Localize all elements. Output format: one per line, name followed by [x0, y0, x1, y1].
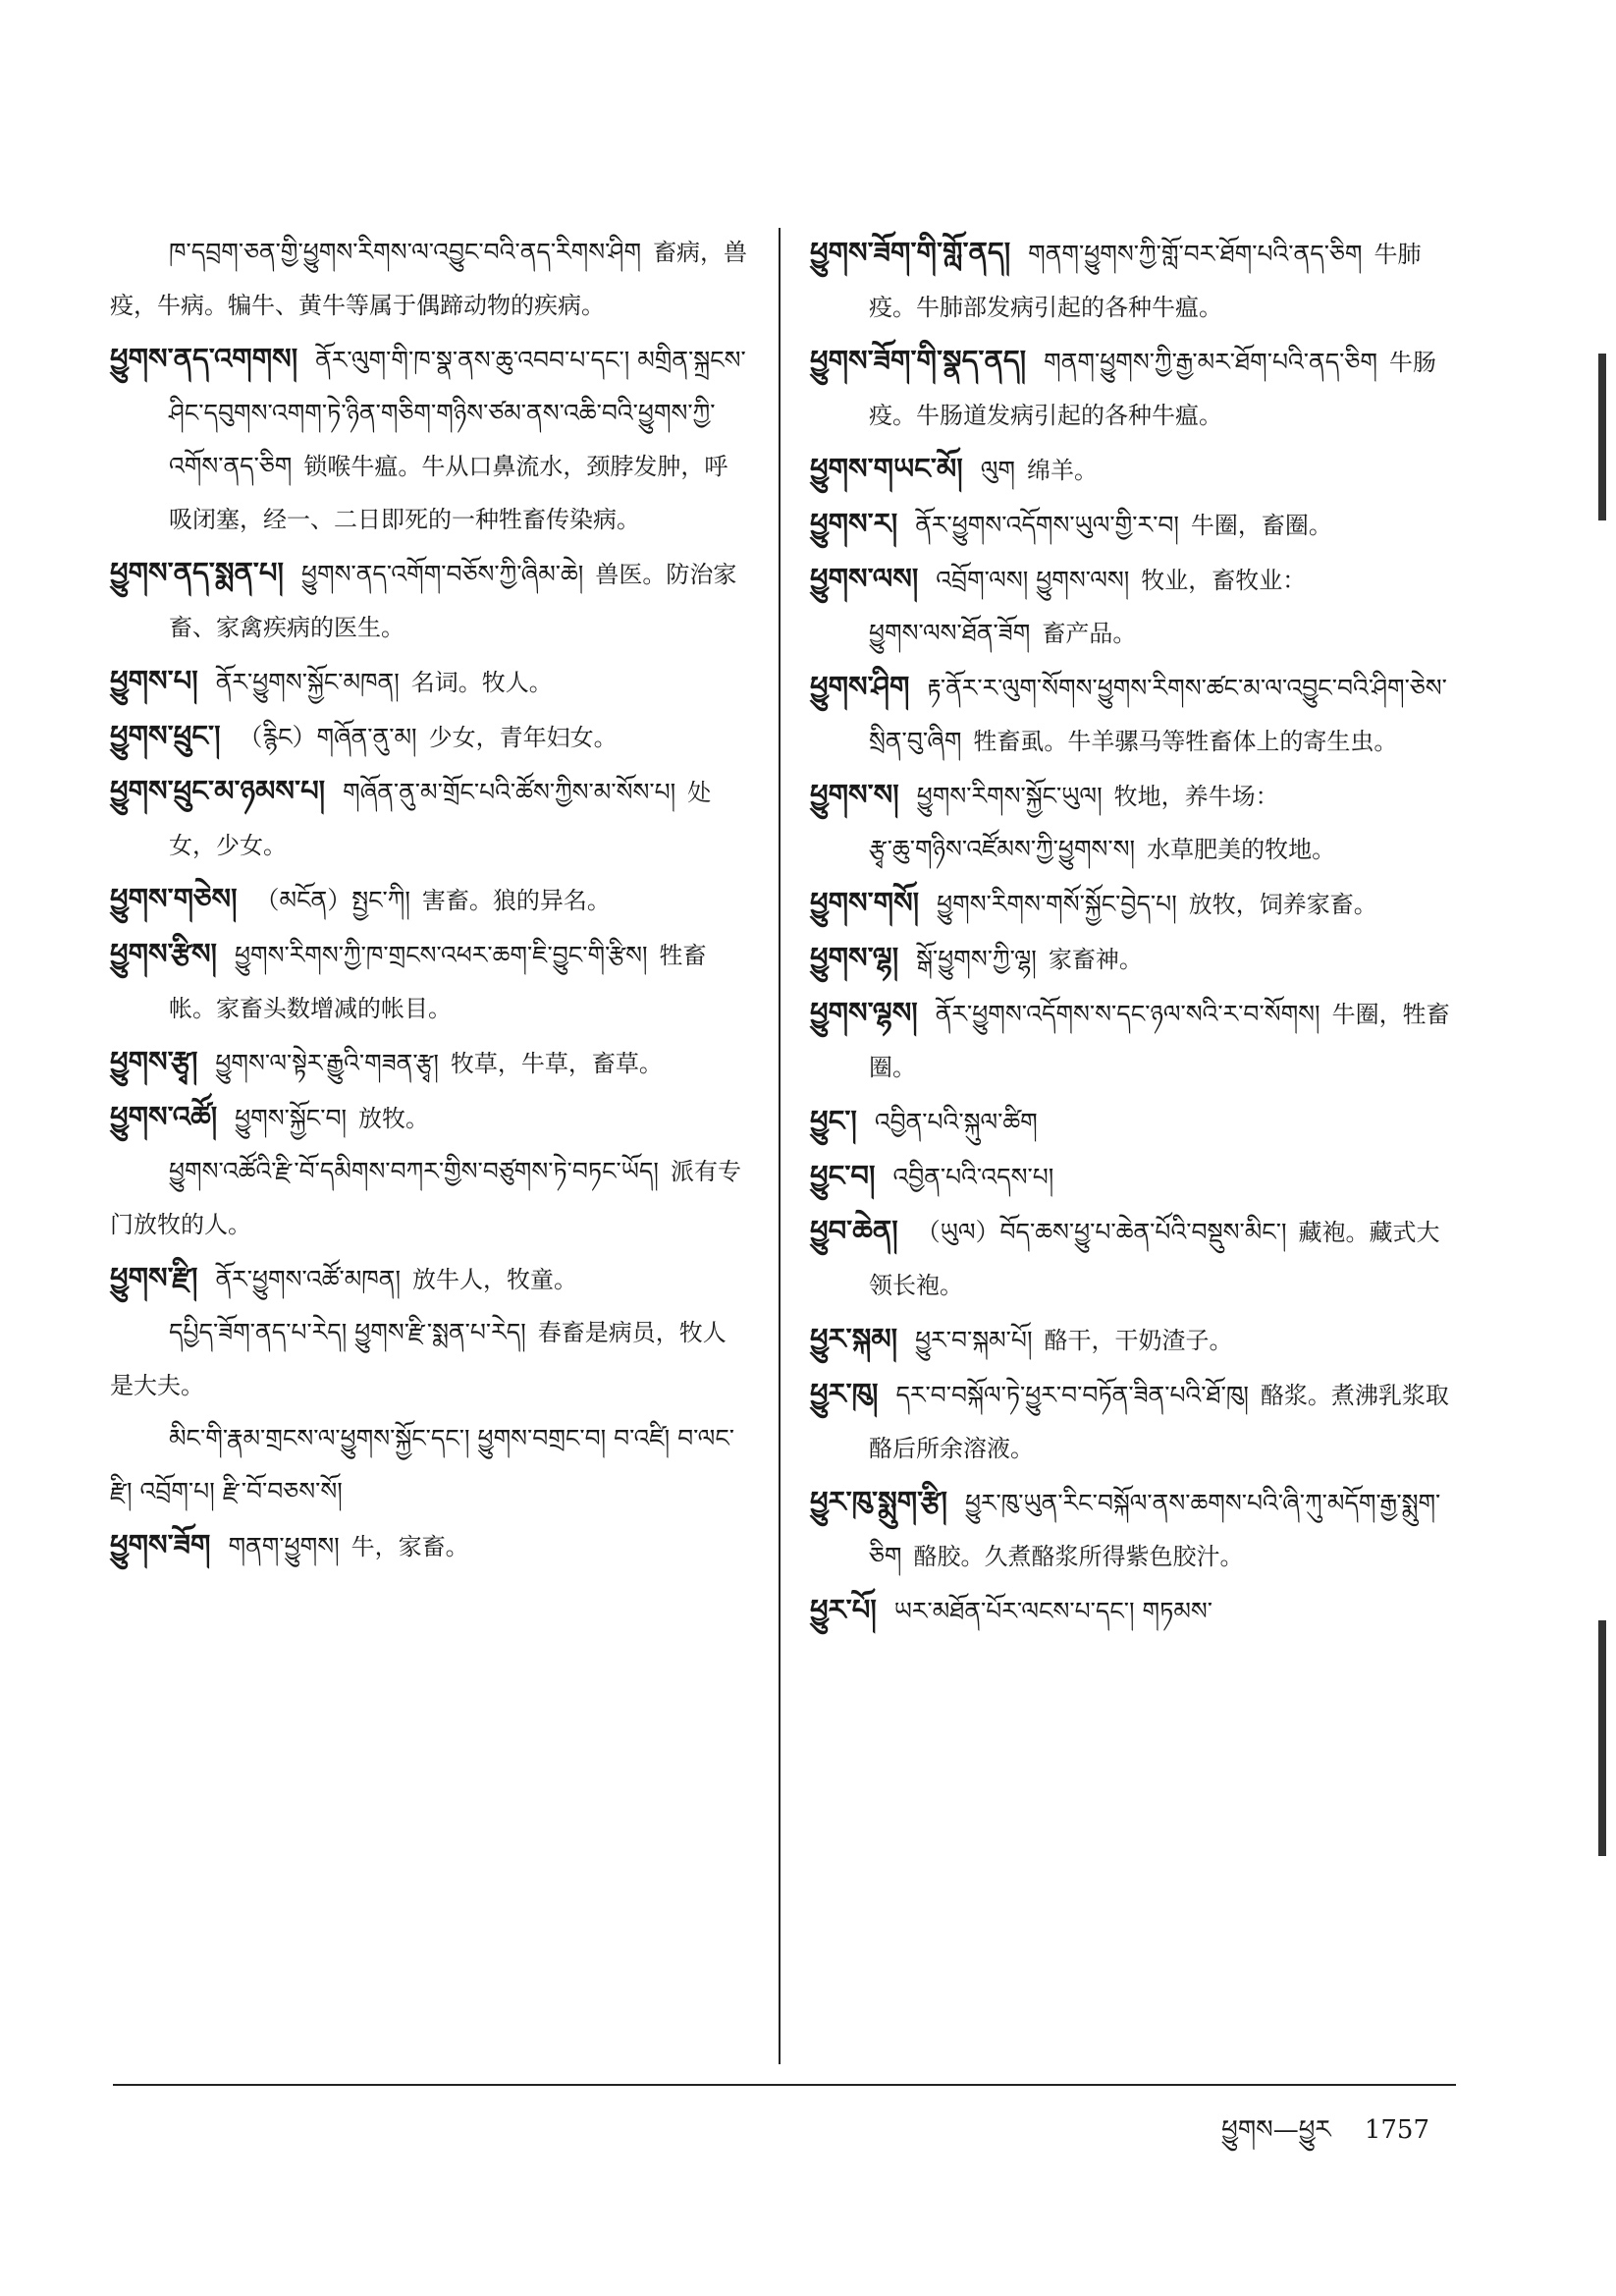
entry-headword: ཕྱུང་། — [810, 1104, 857, 1137]
entry-headword: ཕྱུང་བ། — [810, 1159, 876, 1192]
entry-tibetan-definition: （རྙིང）གཞོན་ནུ་མ། — [238, 723, 417, 751]
dictionary-entry — [110, 654, 748, 709]
entry-tibetan-definition: འབྱིན་པའི་འདས་པ། — [892, 1163, 1054, 1191]
entry-headword: ཕྱུར་ཁུ། — [810, 1377, 879, 1410]
dictionary-entry — [810, 1149, 1458, 1204]
column-divider — [779, 228, 781, 2064]
dictionary-entry — [810, 986, 1458, 1094]
entry-tibetan-definition: ཡར་མཐོན་པོར་ལངས་པ་དང་། གཏམས་ — [893, 1597, 1213, 1625]
entry-chinese-definition: 牛，家畜。 — [350, 1533, 469, 1560]
dictionary-entry — [810, 931, 1458, 986]
entry-tibetan-definition: ལུག — [980, 456, 1015, 484]
entry-tibetan-definition: གནག་ཕྱུགས་ཀྱི་གློ་བར་ཐོག་པའི་ནད་ཅིག — [1028, 240, 1363, 268]
dictionary-entry — [110, 226, 748, 332]
entry-chinese-definition: 酪干，干奶渣子。 — [1044, 1327, 1233, 1354]
entry-chinese-definition: 处女，少女。 — [169, 779, 712, 859]
entry-range: ཕྱུགས—ཕྱུར — [1221, 2115, 1331, 2145]
entry-chinese-definition: 放牧。 — [358, 1105, 430, 1132]
entry-tibetan-definition: ཕྱུར་ཁུ་ཡུན་རིང་བསྐོལ་ནས་ཆགས་པའི་ཞི་ཀུ་མདོག་རྒྱ་སྨུག་ཅིག — [869, 1489, 1441, 1570]
entry-headword: ཕྱུགས་ཟོག་གི་གློ་ནད། — [810, 236, 1011, 269]
entry-headword: ཕྱུགས་རྩྭ། — [110, 1045, 198, 1078]
entry-tibetan-definition: ནོར་ལུག་གི་ཁ་སྣ་ནས་ཆུ་འབབ་པ་དང་། མགྲིན་སྐྲངས་ཤིང་དབུགས་འགག་ཏེ་ཉིན་གཅིག་གཉིས་ཙམ་ནས་འཆི་བའི་ཕྱུགས་ཀྱི་འགོས་ནད་ཅིག — [169, 346, 746, 480]
entry-chinese-definition: 派有专门放牧的人。 — [110, 1158, 741, 1238]
edge-scan-mark — [1598, 1620, 1606, 1856]
entry-chinese-definition: 少女，青年妇女。 — [428, 724, 618, 751]
entry-chinese-definition: 牲畜帐。家畜头数增减的帐目。 — [169, 942, 707, 1022]
entry-headword: ཕྱུགས་ཤིག — [810, 670, 910, 703]
dictionary-entry — [810, 1204, 1458, 1312]
entry-chinese-definition: 绵羊。 — [1027, 457, 1098, 484]
entry-headword: ཕྱུགས་འཚོ། — [110, 1100, 218, 1133]
left-column — [110, 226, 748, 1573]
entry-headword: ཕྱུགས་གསོ། — [810, 886, 920, 919]
dictionary-entry — [110, 1145, 748, 1251]
entry-tibetan-definition: ཁ་དབྲག་ཅན་གྱི་ཕྱུགས་རིགས་ལ་འབྱུང་བའི་ནད་རིགས་ཤིག — [169, 238, 642, 266]
entry-tibetan-definition: ཕྱུགས་རིགས་སྐྱོང་ཡུལ། — [916, 782, 1103, 810]
entry-tibetan-definition: ནོར་ཕྱུགས་འཚོ་མཁན། — [215, 1265, 402, 1293]
entry-chinese-definition: 牲畜虱。牛羊骡马等牲畜体上的寄生虫。 — [973, 728, 1398, 755]
entry-chinese-definition: 牧地，养牛场： — [1113, 783, 1279, 810]
dictionary-entry — [810, 876, 1458, 931]
entry-tibetan-definition: རྩྭ་ཆུ་གཉིས་འཛོམས་ཀྱི་ཕྱུགས་ས། — [869, 835, 1136, 863]
entry-tibetan-definition: འབྲོག་ལས། ཕྱུགས་ལས། — [936, 566, 1130, 594]
edge-scan-mark — [1598, 354, 1606, 520]
entry-headword: ཕྱུགས་ཕྲུང་། — [110, 719, 221, 752]
dictionary-entry — [110, 546, 748, 654]
entry-headword: ཕྱུགས་ཟོག — [110, 1528, 211, 1561]
entry-chinese-definition: 藏袍。藏式大领长袍。 — [869, 1219, 1440, 1299]
dictionary-entry — [810, 334, 1458, 442]
entry-tibetan-definition: འབྱིན་པའི་སྐུལ་ཚིག — [874, 1108, 1038, 1136]
entry-tibetan-definition: དར་བ་བསྐོལ་ཏེ་ཕྱུར་བ་བཏོན་ཟིན་པའི་ཐོ་ཁུ། — [895, 1381, 1249, 1409]
entry-chinese-definition: 放牛人，牧童。 — [412, 1266, 578, 1293]
entry-chinese-definition: 牧草，牛草，畜草。 — [450, 1050, 663, 1077]
entry-chinese-definition: 畜产品。 — [1042, 620, 1137, 647]
entry-headword: ཕྱུགས་ནད་སྨན་པ། — [110, 556, 284, 589]
entry-headword: ཕྱུགས་ཟོག་གི་སྣད་ནད། — [810, 344, 1027, 377]
entry-chinese-definition: 畜病，兽疫，牛病。犏牛、黄牛等属于偶蹄动物的疾病。 — [110, 239, 748, 319]
entry-tibetan-definition: ཕྱུགས་ལས་ཐོན་ཟོག — [869, 619, 1031, 647]
dictionary-entry — [110, 1518, 748, 1573]
entry-headword: ཕྱུར་ཁུ་སྨུག་རྩི། — [810, 1485, 947, 1518]
entry-tibetan-definition: ཕྱུགས་རིགས་གསོ་སྐྱོང་བྱེད་པ། — [937, 890, 1177, 918]
entry-tibetan-definition: གཞོན་ནུ་མ་གྲོང་པའི་ཚོས་ཀྱིས་མ་སོས་པ། — [343, 778, 676, 806]
entry-chinese-definition: 酪浆。煮沸乳浆取酪后所余溶液。 — [869, 1382, 1449, 1462]
entry-tibetan-definition: ཕྱུགས་ནད་འགོག་བཅོས་ཀྱི་ཞིམ་ཆེ། — [300, 560, 584, 588]
entry-chinese-definition: 锁喉牛瘟。牛从口鼻流水，颈脖发肿，呼吸闭塞，经一、二日即死的一种牲畜传染病。 — [169, 453, 728, 533]
entry-chinese-definition: 酪胶。久煮酪浆所得紫色胶汁。 — [913, 1543, 1244, 1570]
entry-tibetan-definition: ནོར་ཕྱུགས་འདོགས་ས་དང་ཉལ་སའི་ར་བ་སོགས། — [935, 1000, 1320, 1028]
dictionary-entry — [110, 927, 748, 1035]
entry-chinese-definition: 兽医。防治家畜、家禽疾病的医生。 — [169, 561, 737, 641]
entry-tibetan-definition: ནོར་ཕྱུགས་འདོགས་ཡུལ་གྱི་ར་བ། — [915, 511, 1179, 539]
entry-chinese-definition: 牛圈，畜圈。 — [1190, 512, 1332, 539]
dictionary-entry — [810, 1475, 1458, 1583]
dictionary-entry — [810, 1367, 1458, 1475]
page-footer — [1221, 2102, 1429, 2173]
dictionary-entry — [110, 872, 748, 927]
entry-tibetan-definition: ཕྱུར་བ་སྐམ་པོ། — [915, 1326, 1033, 1354]
entry-chinese-definition: 名词。牧人。 — [410, 669, 553, 696]
dictionary-entry — [810, 1583, 1458, 1638]
dictionary-entry — [810, 442, 1458, 497]
entry-tibetan-definition: མིང་གི་རྣམ་གྲངས་ལ་ཕྱུགས་སྐྱོང་དང་། ཕྱུགས་བགྲང་བ། བ་འཛི། བ་ལང་རྫི། འབྲོག་པ། རྫི་བོ་བཅས་སོ། — [110, 1424, 734, 1505]
entry-chinese-definition: 水草肥美的牧地。 — [1147, 836, 1336, 863]
page-number: 1757 — [1364, 2115, 1429, 2145]
entry-tibetan-definition: ཕྱུགས་རིགས་ཀྱི་ཁ་གྲངས་འཕར་ཆག་ཇི་བྱུང་གི་རྩིས། — [234, 941, 648, 969]
entry-chinese-definition: 牛圈，牲畜圈。 — [869, 1001, 1450, 1081]
entry-headword: ཕྱུགས་གཅེས། — [110, 882, 238, 915]
entry-tibetan-definition: （ཡུལ）བོད་ཆས་ཕྱུ་པ་ཆེན་པོའི་བསྡུས་མིང་། — [915, 1218, 1287, 1246]
entry-chinese-definition: 放牧，饲养家畜。 — [1188, 891, 1377, 918]
entry-tibetan-definition: ཕྱུགས་འཚོའི་རྫི་བོ་དམིགས་བཀར་གྱིས་བཙུགས་ཏེ་བཏང་ཡོད། — [169, 1157, 659, 1185]
dictionary-entry — [810, 660, 1458, 768]
entry-tibetan-definition: སྒོ་ཕྱུགས་ཀྱི་ལྷ། — [916, 945, 1037, 973]
entry-tibetan-definition: རྟ་ནོར་ར་ལུག་སོགས་ཕྱུགས་རིགས་ཚང་མ་ལ་འབྱུང་བའི་ཤིག་ཅེས་སྲིན་བུ་ཞིག — [869, 674, 1447, 755]
dictionary-entry — [810, 607, 1458, 660]
dictionary-entry — [110, 1412, 748, 1518]
entry-headword: ཕྱུགས་ནད་འགགས། — [110, 342, 298, 375]
entry-chinese-definition: 春畜是病员，牧人是大夫。 — [110, 1319, 727, 1399]
dictionary-entry — [110, 1090, 748, 1145]
dictionary-entry — [810, 497, 1458, 552]
dictionary-entry — [110, 764, 748, 872]
entry-tibetan-definition: དཔྱིད་ཟོག་ནད་པ་རེད། ཕྱུགས་རྫི་སྨན་པ་རེད། — [169, 1318, 526, 1346]
entry-tibetan-definition: ཕྱུགས་སྐྱོང་བ། — [235, 1104, 348, 1132]
entry-headword: ཕྱུགས་གཡང་མོ། — [810, 452, 963, 485]
entry-headword: ཕྱུགས་རྫི། — [110, 1261, 198, 1294]
entry-headword: ཕྱུགས་ར། — [810, 507, 898, 540]
entry-tibetan-definition: ཕྱུགས་ལ་སྟེར་རྒྱུའི་གཟན་རྩྭ། — [215, 1049, 439, 1077]
entry-headword: ཕྱུགས་ལས། — [810, 562, 919, 595]
entry-headword: ཕྱུགས་ལྷ། — [810, 941, 899, 974]
entry-chinese-definition: 牧业，畜牧业： — [1141, 567, 1307, 594]
dictionary-entry — [110, 1035, 748, 1090]
dictionary-entry — [110, 332, 748, 546]
entry-headword: ཕྱུར་པོ། — [810, 1593, 877, 1626]
entry-headword: ཕྱུགས་པ། — [110, 664, 198, 697]
entry-chinese-definition: 家畜神。 — [1048, 946, 1143, 973]
dictionary-entry — [810, 768, 1458, 823]
right-column — [810, 226, 1458, 1638]
entry-headword: ཕྱུགས་རྩིས། — [110, 937, 217, 970]
entry-headword: ཕྱུགས་ས། — [810, 778, 899, 811]
entry-chinese-definition: 牛肺疫。牛肺部发病引起的各种牛瘟。 — [869, 241, 1422, 321]
entry-headword: ཕྱུགས་ལྷས། — [810, 996, 918, 1029]
dictionary-entry — [110, 709, 748, 764]
entry-chinese-definition: 牛肠疫。牛肠道发病引起的各种牛瘟。 — [869, 349, 1436, 429]
entry-tibetan-definition: གནག་ཕྱུགས། — [228, 1532, 340, 1560]
entry-tibetan-definition: གནག་ཕྱུགས་ཀྱི་རྒྱ་མར་ཐོག་པའི་ནད་ཅིག — [1044, 348, 1377, 376]
dictionary-entry — [110, 1306, 748, 1412]
footer-rule — [113, 2084, 1456, 2086]
dictionary-entry — [810, 1094, 1458, 1149]
dictionary-entry — [810, 552, 1458, 607]
entry-headword: ཕྱུགས་ཕྲུང་མ་ཉམས་པ། — [110, 774, 326, 807]
dictionary-entry — [810, 1312, 1458, 1367]
entry-tibetan-definition: （མངོན）སྤྱང་ཀི། — [254, 886, 410, 914]
entry-chinese-definition: 害畜。狼的异名。 — [421, 887, 611, 914]
entry-headword: ཕྱུབ་ཆེན། — [810, 1214, 898, 1247]
dictionary-entry — [810, 226, 1458, 334]
entry-tibetan-definition: ནོར་ཕྱུགས་སྐྱོང་མཁན། — [215, 668, 400, 696]
dictionary-entry — [110, 1251, 748, 1306]
entry-headword: ཕྱུར་སྐམ། — [810, 1322, 898, 1355]
dictionary-entry — [810, 823, 1458, 876]
